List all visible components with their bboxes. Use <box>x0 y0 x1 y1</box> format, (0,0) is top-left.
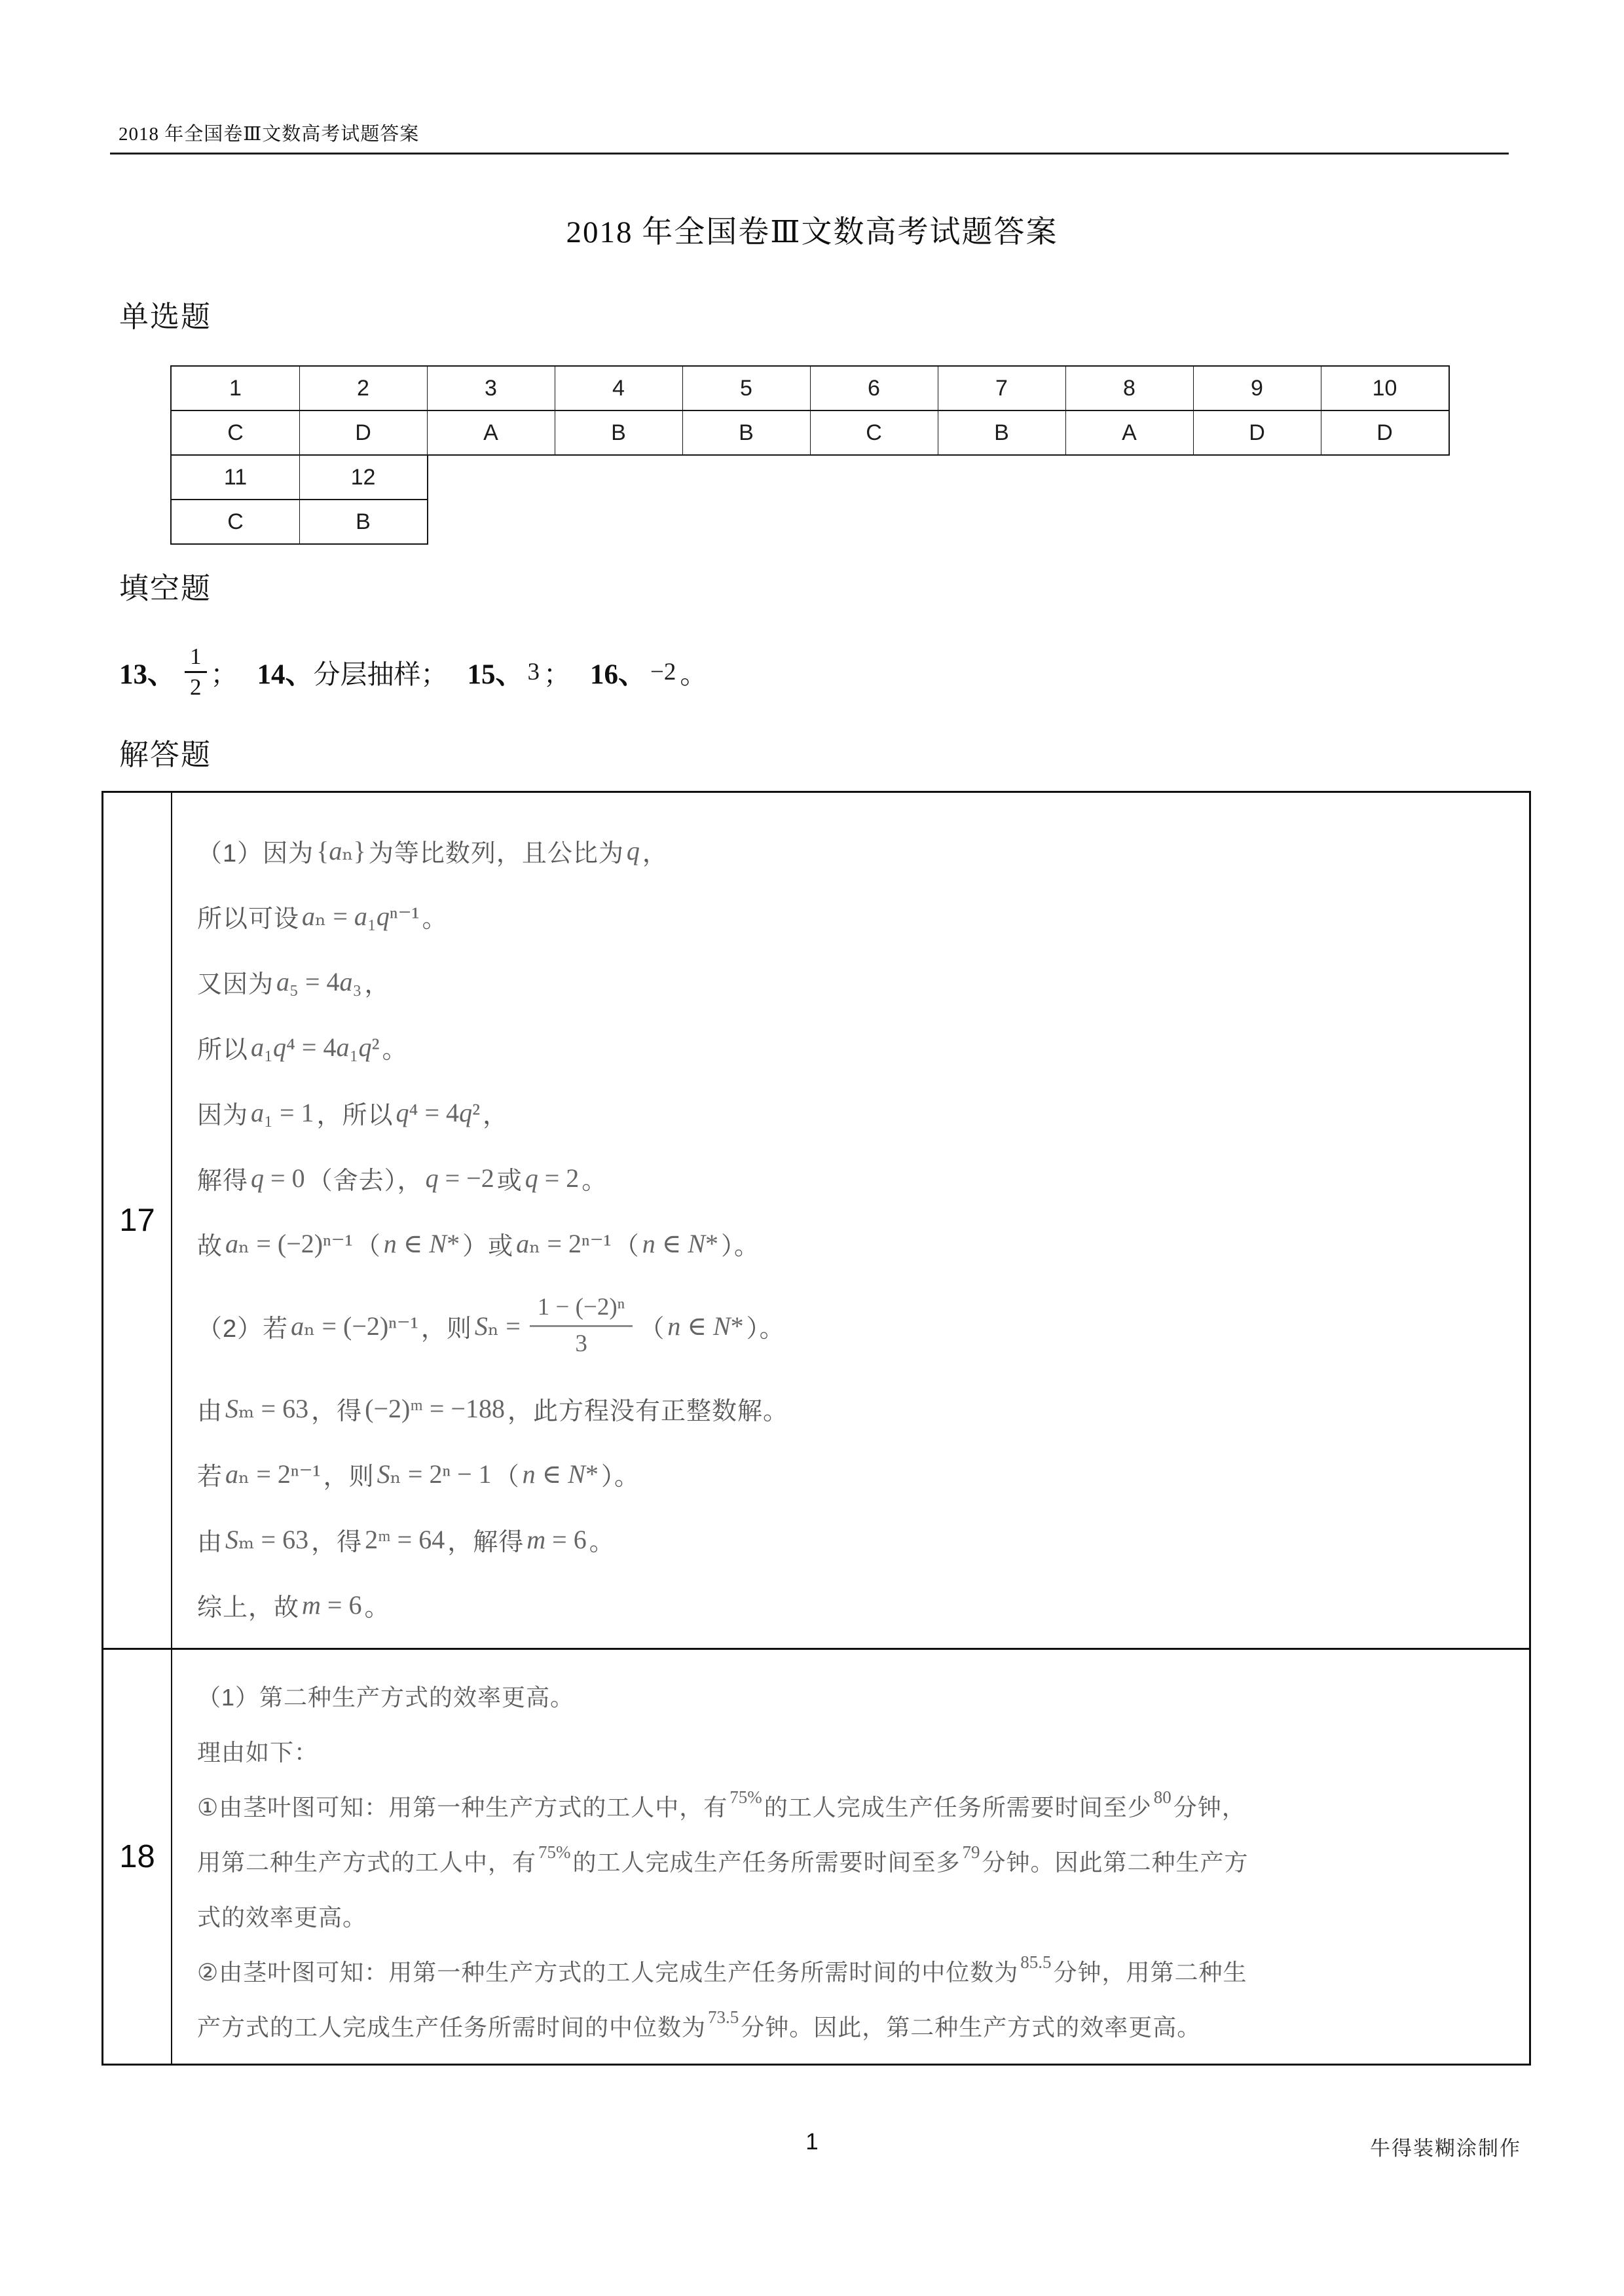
solution-math: a₅ = 4a₃ <box>276 966 362 996</box>
section-heading-multiple-choice: 单选题 <box>119 301 212 333</box>
q13-fraction <box>185 644 207 699</box>
solution-text: 。 <box>589 1528 615 1556</box>
period: 。 <box>680 659 707 689</box>
choice-answer-table <box>170 365 1450 545</box>
answer-letter-cell: B <box>356 509 371 534</box>
solution-raised-value: 75% <box>729 1787 762 1807</box>
fill-blank-answers-line <box>119 621 707 723</box>
solution-text: 因为 <box>197 1101 249 1129</box>
solution-math: q <box>626 835 640 866</box>
q15-answer: 3 <box>527 658 540 685</box>
separator: ； <box>420 659 448 689</box>
solution-line <box>197 818 1512 883</box>
solution-text: 产方式的工人完成生产任务所需时间的中位数为 <box>197 2013 707 2041</box>
solution-text: （ <box>494 1463 520 1491</box>
solution-text: （ <box>355 1232 381 1260</box>
solution-math: m = 6 <box>302 1590 362 1620</box>
solution-text: 又因为 <box>197 970 274 998</box>
solution-math: q = −2 <box>425 1163 494 1193</box>
solution-text: ①由茎叶图可知：用第一种生产方式的工人中，有 <box>197 1793 728 1821</box>
solution-raised-value: 75% <box>538 1842 571 1862</box>
solution-math: aₙ = a₁qⁿ⁻¹ <box>302 901 420 931</box>
solution-text: ）。 <box>721 1232 760 1260</box>
fraction-denominator: 3 <box>575 1330 587 1357</box>
solution-math: a₁q⁴ = 4a₁q² <box>251 1032 380 1062</box>
solution-text: ）。 <box>746 1315 785 1343</box>
question-number-cell: 5 <box>682 367 811 411</box>
solution-text: 故 <box>197 1232 223 1260</box>
solution-math: 2ᵐ = 64 <box>365 1524 445 1554</box>
answer-letter-cell: B <box>938 411 1066 454</box>
q15-label: 15、 <box>467 659 524 690</box>
question-number-cell: 7 <box>938 367 1066 411</box>
solution-row <box>103 793 1529 1648</box>
solution-line <box>197 1998 1512 2053</box>
solution-line <box>197 1506 1512 1572</box>
solution-math: {aₙ} <box>316 835 366 866</box>
solution-line <box>197 1080 1512 1145</box>
solution-text: （1）因为 <box>197 839 314 867</box>
solution-text: ， <box>642 839 668 867</box>
question-number-cell: 6 <box>810 367 938 411</box>
solution-text: 解得 <box>197 1167 249 1195</box>
solution-math: q = 0 <box>251 1163 305 1193</box>
solution-text: ）或 <box>462 1232 514 1260</box>
footer-credit: 牛得装糊涂制作 <box>1370 2137 1521 2160</box>
solution-line <box>197 1778 1512 1833</box>
solution-text: 理由如下： <box>197 1738 319 1766</box>
solution-text: 。 <box>364 1594 390 1622</box>
solution-text: 的工人完成生产任务所需要时间至少 <box>764 1793 1152 1821</box>
solution-text: 或 <box>496 1167 523 1195</box>
solution-math: (−2)ᵐ = −188 <box>365 1393 505 1423</box>
question-number-cell: 10 <box>1321 367 1449 411</box>
solution-row <box>103 1648 1529 2064</box>
solution-line <box>197 1441 1512 1506</box>
separator: ； <box>210 659 238 689</box>
solution-raised-value: 80 <box>1153 1787 1172 1807</box>
choice-table-block <box>170 456 428 545</box>
solution-text: ）。 <box>600 1463 640 1491</box>
solution-text: ，则 <box>420 1315 472 1343</box>
solution-raised-value: 85.5 <box>1020 1952 1052 1972</box>
solution-line <box>197 1723 1512 1778</box>
solution-text: 综上，故 <box>197 1594 300 1622</box>
q13-fraction-numerator: 1 <box>190 644 202 670</box>
section-heading-fill-blank: 填空题 <box>119 572 212 605</box>
solution-text: ， <box>483 1101 509 1129</box>
solution-math: aₙ = 2ⁿ⁻¹ <box>516 1228 612 1258</box>
solution-line <box>197 1943 1512 1998</box>
solution-text: 分钟，用第二种生 <box>1053 1958 1247 1986</box>
solution-text: ，得 <box>311 1397 363 1425</box>
solution-line <box>197 1668 1512 1723</box>
choice-table-block <box>170 365 1450 456</box>
question-number-cell: 1 <box>172 367 300 411</box>
question-number-cell: 3 <box>427 367 555 411</box>
solution-line <box>197 1833 1512 1888</box>
page-title: 2018 年全国卷Ⅲ文数高考试题答案 <box>566 215 1058 249</box>
solution-math: Sₘ = 63 <box>225 1393 309 1423</box>
solution-text: ， <box>364 970 390 998</box>
solution-line <box>197 1888 1512 1943</box>
solution-line <box>197 1014 1512 1080</box>
answer-letter-cell: D <box>299 411 428 454</box>
solution-text: 用第二种生产方式的工人中，有 <box>197 1848 537 1876</box>
fraction-numerator: 1 − (−2)ⁿ <box>530 1294 633 1327</box>
solution-number: 17 <box>103 793 172 1648</box>
solution-math: m = 6 <box>526 1524 587 1554</box>
answer-letter-cell: A <box>1065 411 1194 454</box>
solution-math: aₙ = 2ⁿ⁻¹ <box>225 1459 321 1489</box>
solution-math: aₙ = (−2)ⁿ⁻¹ <box>225 1228 353 1258</box>
solution-math: n ∈ N* <box>522 1459 599 1489</box>
solution-math: Sₘ = 63 <box>225 1524 309 1554</box>
solution-raised-value: 73.5 <box>708 2007 739 2027</box>
q14-label: 14、 <box>257 659 314 690</box>
solution-text: 由 <box>197 1528 223 1556</box>
solution-text: 分钟。因此第二种生产方 <box>982 1848 1249 1876</box>
solution-line <box>197 883 1512 949</box>
q13-label: 13、 <box>119 659 175 690</box>
section-heading-solutions: 解答题 <box>119 738 212 771</box>
solution-text: 为等比数列，且公比为 <box>368 839 624 867</box>
solution-line <box>197 1376 1512 1441</box>
q16-answer: −2 <box>650 658 676 685</box>
solution-text: （2）若 <box>197 1315 289 1343</box>
question-number-cell: 4 <box>555 367 683 411</box>
solution-math: n ∈ N* <box>383 1228 460 1258</box>
solution-line <box>197 1211 1512 1276</box>
solution-content <box>172 793 1529 1648</box>
answer-letter-cell: B <box>555 411 683 454</box>
q14-answer: 分层抽样 <box>313 659 421 689</box>
solution-math: aₙ = (−2)ⁿ⁻¹ <box>291 1311 418 1341</box>
solution-text: ②由茎叶图可知：用第一种生产方式的工人完成生产任务所需时间的中位数为 <box>197 1958 1019 1986</box>
solution-math: n ∈ N* <box>667 1311 744 1341</box>
question-number-cell: 8 <box>1065 367 1194 411</box>
running-header: 2018 年全国卷Ⅲ文数高考试题答案 <box>119 124 420 145</box>
solution-raised-value: 79 <box>962 1842 980 1862</box>
solution-line <box>197 1145 1512 1211</box>
question-number-cell: 2 <box>299 367 428 411</box>
solution-text: ，得 <box>311 1528 363 1556</box>
solution-fraction <box>530 1294 633 1358</box>
answer-letter-cell: C <box>172 500 300 543</box>
question-number-cell: 12 <box>299 456 427 500</box>
answer-letter-cell: A <box>427 411 555 454</box>
solution-content <box>172 1650 1529 2064</box>
solution-text: ，所以 <box>316 1101 394 1129</box>
solutions-table <box>101 791 1531 2066</box>
q16-label: 16、 <box>590 659 646 690</box>
solution-text: 。 <box>581 1167 608 1195</box>
solution-text: （1）第二种生产方式的效率更高。 <box>197 1683 575 1711</box>
solution-text: ，解得 <box>447 1528 525 1556</box>
header-rule <box>110 153 1509 155</box>
answer-letter-cell: B <box>682 411 811 454</box>
solution-text: ，则 <box>323 1463 375 1491</box>
solution-text: （ <box>639 1315 665 1343</box>
solution-math: Sₙ = 2ⁿ − 1 <box>377 1459 492 1489</box>
question-number-cell: 11 <box>172 456 300 500</box>
solution-math: a₁ = 1 <box>251 1097 314 1127</box>
solution-text: 所以 <box>197 1036 249 1064</box>
solution-math: n ∈ N* <box>642 1228 718 1258</box>
page-number: 1 <box>805 2129 819 2155</box>
solution-number: 18 <box>103 1650 172 2064</box>
answer-letter-cell: C <box>172 411 300 454</box>
question-number-cell: 9 <box>1193 367 1321 411</box>
solution-text: 。 <box>382 1036 408 1064</box>
solution-text: 分钟。因此，第二种生产方式的效率更高。 <box>741 2013 1202 2041</box>
solution-text: （ <box>614 1232 640 1260</box>
answer-letter-cell: D <box>1193 411 1321 454</box>
q13-fraction-denominator: 2 <box>185 671 207 700</box>
solution-text: 分钟， <box>1173 1793 1246 1821</box>
answer-letter-cell: D <box>1376 420 1393 445</box>
solution-text: 所以可设 <box>197 905 300 933</box>
solution-text: 由 <box>197 1397 223 1425</box>
solution-line <box>197 1572 1512 1637</box>
solution-line <box>197 1276 1512 1376</box>
solution-line <box>197 949 1512 1014</box>
solution-math: q⁴ = 4q² <box>396 1097 481 1127</box>
solution-text: （舍去）， <box>307 1167 423 1195</box>
solution-math: Sₙ = <box>474 1311 521 1341</box>
solution-text: 式的效率更高。 <box>197 1903 367 1931</box>
separator: ； <box>544 659 570 689</box>
solution-text: 若 <box>197 1463 223 1491</box>
answer-letter-cell: C <box>810 411 938 454</box>
solution-text: 的工人完成生产任务所需要时间至多 <box>572 1848 961 1876</box>
solution-text: ，此方程没有正整数解。 <box>507 1397 789 1425</box>
solution-text: 。 <box>422 905 448 933</box>
solution-math: q = 2 <box>525 1163 580 1193</box>
